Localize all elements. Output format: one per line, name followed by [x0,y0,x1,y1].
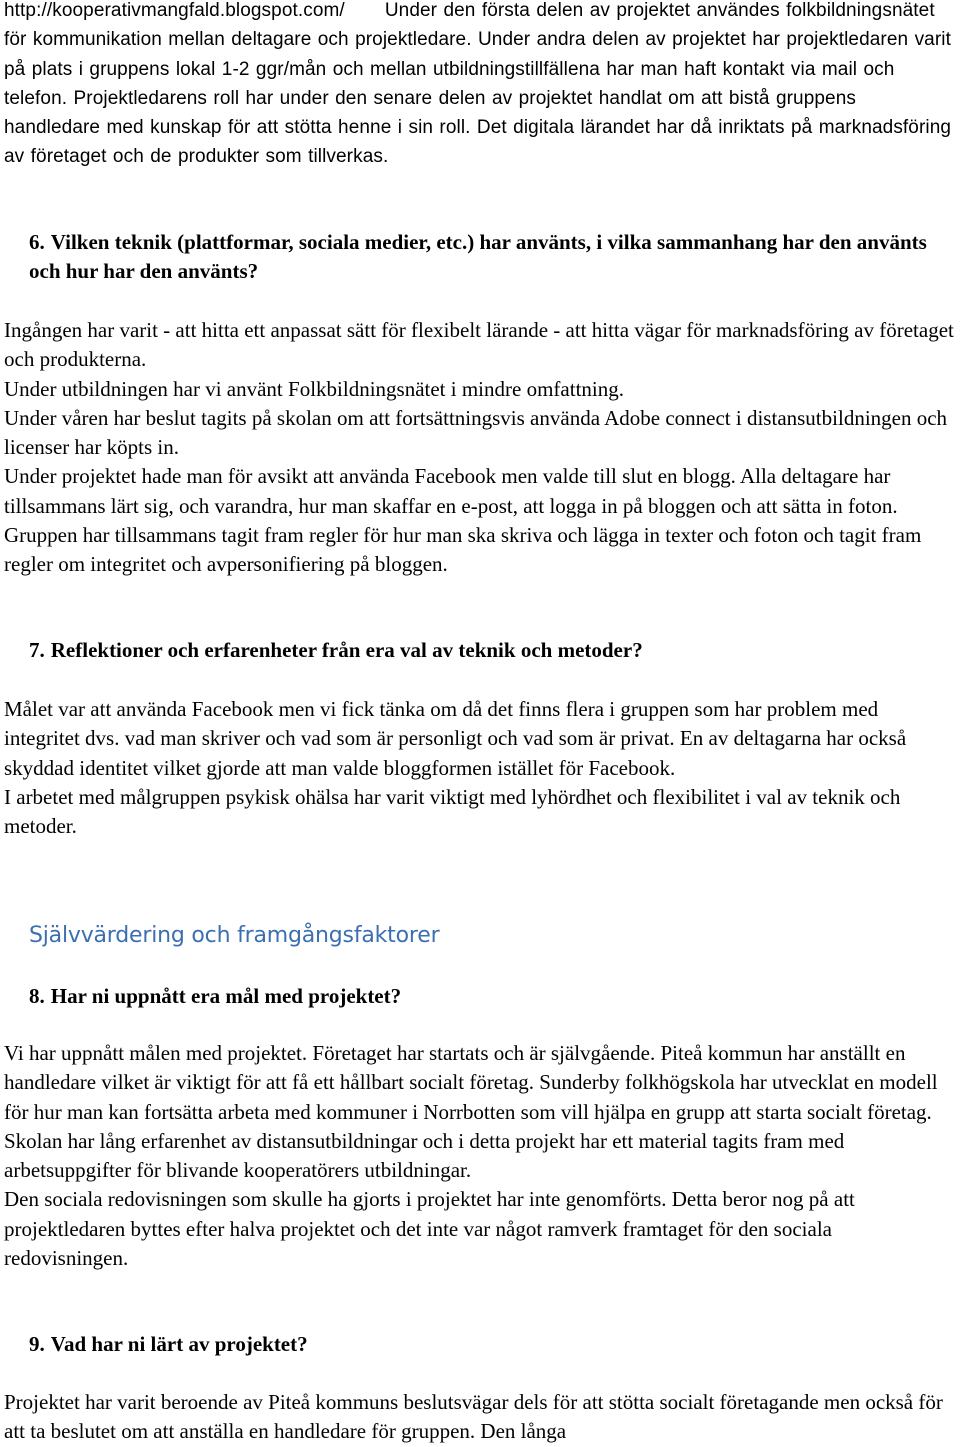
question-6-body [4,316,958,580]
question-8-title: Har ni uppnått era mål med projektet? [50,984,402,1008]
question-6-paragraph: Under utbildningen har vi använt Folkbildningsnätet i mindre omfattning. [4,376,624,401]
blog-url-link[interactable]: http://kooperativmangfald.blogspot.com/ [4,0,345,21]
question-6-number: 6. [29,230,45,254]
question-9-heading [29,1330,954,1359]
section-title: Självvärdering och framgångsfaktorer [29,923,440,948]
question-9-title: Vad har ni lärt av projektet? [50,1332,308,1356]
question-9-body [4,1388,958,1447]
question-7-title: Reflektioner och erfarenheter från era val av teknik och metoder? [50,638,643,662]
question-9-number: 9. [29,1332,45,1356]
question-8-heading [29,982,954,1011]
question-8-paragraph: Den sociala redovisningen som skulle ha gjorts i projektet har inte genomförts. Detta beror nog på att projektledaren byttes efter halva projektet och det inte var något ramverk framtaget för den sociala redovisningen. [4,1187,855,1271]
question-9-paragraph: Projektet har varit beroende av Piteå kommuns beslutsvägar dels för att stötta socialt företagande men också för att ta beslutet om att anställa en handledare för gruppen. Den långa [4,1390,943,1444]
question-6-paragraph: Ingången har varit - att hitta ett anpassat sätt för flexibelt lärande - att hitta vägar för marknadsföring av företaget och produkterna. [4,318,954,372]
question-7-paragraph: Målet var att använda Facebook men vi fick tänka om då det finns flera i gruppen som har problem med integritet dvs. vad man skriver och vad som är personligt och vad som är privat. En av deltagarna har också skyddad identitet vilket gjorde att man valde bloggformen istället för Facebook. [4,697,907,780]
question-7-body [4,695,958,841]
question-6-paragraph: Under våren har beslut tagits på skolan om att fortsättningsvis använda Adobe connect i distansutbildningen och licenser har köpts in. [4,405,948,460]
question-7-heading [29,636,954,665]
question-6-title: Vilken teknik (plattformar, sociala medier, etc.) har använts, i vilka sammanhang har den använts och hur har den använts? [29,230,927,284]
question-6-paragraph: Under projektet hade man för avsikt att använda Facebook men valde till slut en blogg. Alla deltagare har tillsammans lärt sig, och varandra, hur man skaffar en e-post, att logga in på bloggen och att sätta in foton. Gruppen har tillsammans tagit fram regler för hur man ska skriva och lägga in texter och foton och tagit fram regler om integritet och avpersonifiering på bloggen. [4,464,922,577]
question-7-paragraph: I arbetet med målgruppen psykisk ohälsa har varit viktigt med lyhördhet och flexibilitet i val av teknik och metoder. [4,784,901,839]
intro-paragraph [4,0,958,172]
question-7-number: 7. [29,638,45,662]
question-8-number: 8. [29,984,45,1008]
intro-text: Under den första delen av projektet användes folkbildningsnätet för kommunikation mellan deltagare och projektledare. Under andra delen av projektet har projektledaren varit på plats i gruppens lokal 1-2 ggr/mån och mellan utbildningstillfällena har man haft kontakt via mail och telefon. Projektledarens roll har under den senare delen av projektet handlat om att bistå gruppens handledare med kunskap för att stötta henne i sin roll. Det digitala lärandet har då inriktats på marknadsföring av företaget och de produkter som tillverkas. [4,0,952,168]
question-6-heading [29,228,954,287]
question-8-body [4,1039,958,1273]
question-8-paragraph: Vi har uppnått målen med projektet. Företaget har startats och är självgående. Piteå kommun har anställt en handledare vilket är viktigt för att få ett hållbart socialt företag. Sunderby folkhögskola har utvecklat en modell för hur man kan fortsätta arbeta med kommuner i Norrbotten som vill hjälpa en grupp att starta socialt företag. Skolan har lång erfarenhet av distansutbildningar och i detta projekt har ett material tagits fram med arbetsuppgifter för blivande kooperatörers utbildningar. [4,1041,938,1183]
